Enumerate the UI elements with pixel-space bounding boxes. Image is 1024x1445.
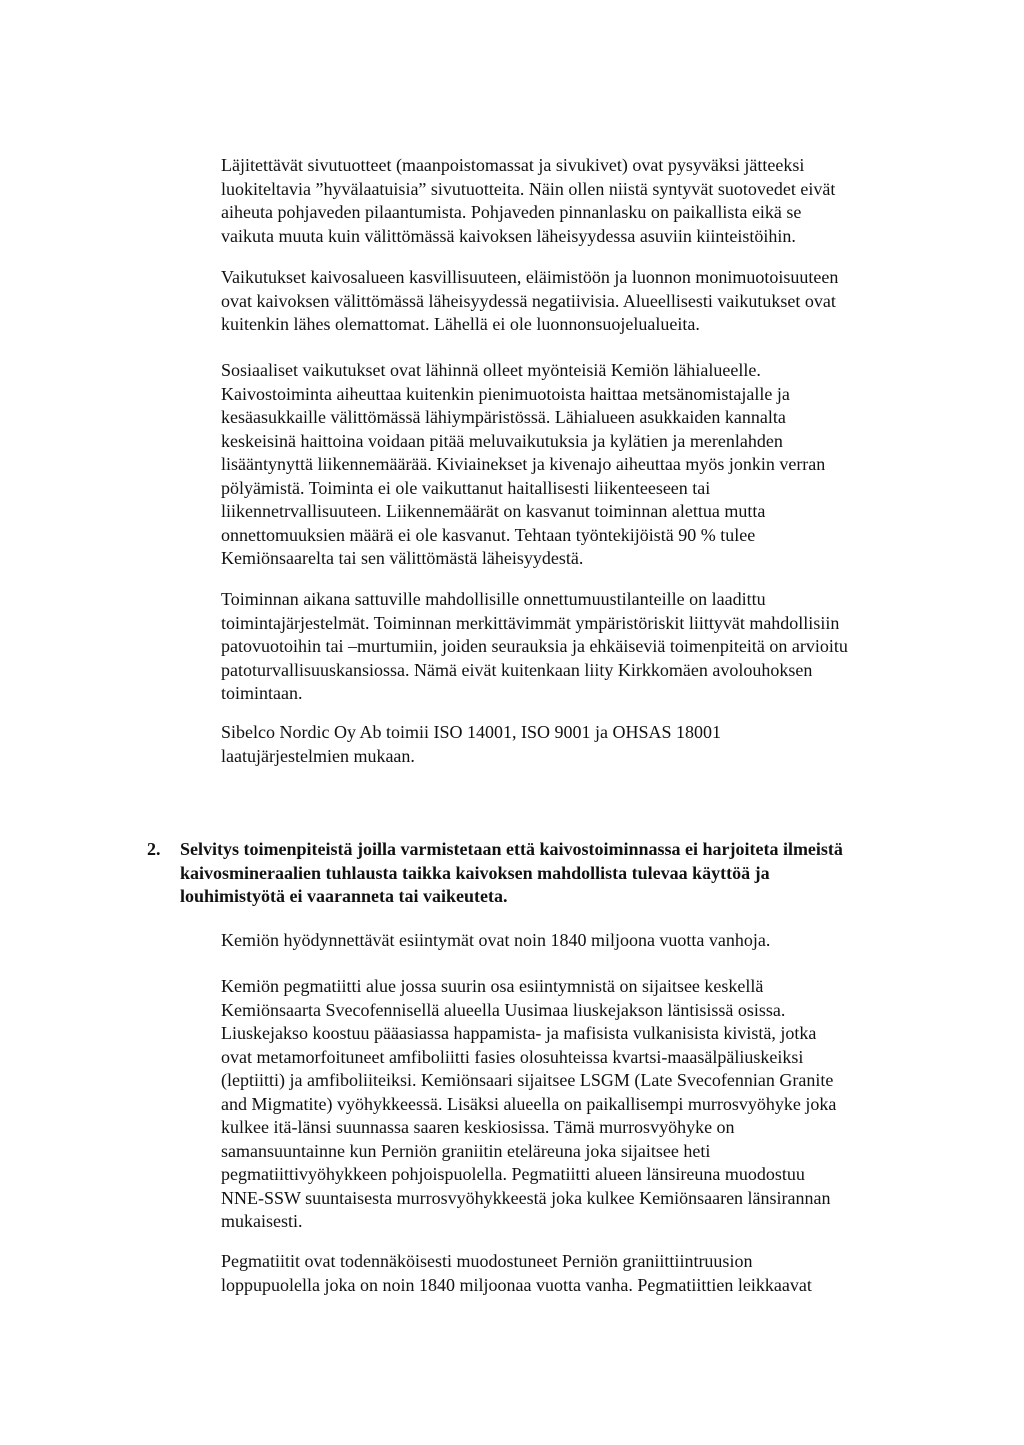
text-line: Kemiönsaarta Svecofennisellä alueella Uusimaa liuskejakson läntisissä osissa. [221, 999, 786, 1020]
section-title-line: kaivosmineraalien tuhlausta taikka kaivoksen mahdollista tulevaa käyttöä ja [180, 862, 770, 883]
text-line: patovuotoihin tai –murtumiin, joiden seurauksia ja ehkäiseviä toimenpiteitä on arvioitu [221, 636, 848, 656]
text-line: vaikuta muuta kuin välittömässä kaivoksen läheisyydessa asuviin kiinteistöihin. [221, 225, 796, 246]
paragraph-geology [221, 975, 921, 1234]
text-line: samansuuntainne kun Perniön graniitin eteläreuna joka sijaitsee heti [221, 1140, 711, 1161]
text-line: Pegmatiitit ovat todennäköisesti muodostuneet Perniön graniittiintruusion [221, 1251, 753, 1271]
text-line: kulkee itä-länsi suunnassa saaren keskiosissa. Tämä murrosvyöhyke on [221, 1117, 735, 1137]
text-line: Läjitettävät sivutuotteet (maanpoistomassat ja sivukivet) ovat pysyväksi jätteeksi [221, 155, 805, 175]
text-line: aiheuta pohjaveden pilaantumista. Pohjaveden pinnanlasku on paikallista eikä se [221, 202, 802, 222]
text-line: patoturvallisuuskansiossa. Nämä eivät kuitenkaan liity Kirkkomäen avolouhoksen [221, 659, 813, 680]
text-line: loppupuolella joka on noin 1840 miljoonaa vuotta vanha. Pegmatiittien leikkaavat [221, 1274, 812, 1295]
text-line: onnettomuuksien määrä ei ole kasvanut. Tehtaan työntekijöistä 90 % tulee [221, 524, 756, 545]
text-line: Kemiönsaarelta tai sen välittömästä läheisyydestä. [221, 548, 584, 568]
text-line: toimintaan. [221, 683, 303, 703]
section-title [180, 838, 843, 909]
text-line: Kemiön hyödynnettävät esiintymät ovat noin 1840 miljoona vuotta vanhoja. [221, 930, 771, 950]
text-line: Sosiaaliset vaikutukset ovat lähinnä olleet myönteisiä Kemiön lähialueelle. [221, 360, 761, 380]
text-line: toimintajärjestelmät. Toiminnan merkittävimmät ympäristöriskit liittyvät mahdollisiin [221, 612, 840, 633]
paragraph-accident-preparedness [221, 588, 921, 706]
text-line: mukaisesti. [221, 1211, 303, 1231]
text-line: Liuskejakso koostuu pääasiassa happamista- ja mafisista vulkanisista kivistä, jotka [221, 1023, 817, 1043]
text-line: luokiteltavia ”hyvälaatuisia” sivutuotteita. Näin ollen niistä syntyvät suotovedet eivät [221, 178, 836, 199]
text-line: Sibelco Nordic Oy Ab toimii ISO 14001, ISO 9001 ja OHSAS 18001 [221, 722, 722, 742]
text-line: NNE-SSW suuntaisesta murrosvyöhykkeestä joka kulkee Kemiönsaaren länsirannan [221, 1187, 831, 1208]
paragraph-pegmatite-origin [221, 1250, 921, 1297]
text-line: Kaivostoiminta aiheuttaa kuitenkin pienimuotoista haittaa metsänomistajalle ja [221, 383, 790, 404]
text-line: (leptiitti) ja amfiboliiteiksi. Kemiönsaari sijaitsee LSGM (Late Svecofennian Granite [221, 1070, 834, 1090]
section-title-line: louhimistyötä ei vaaranneta tai vaikeuteta. [180, 886, 508, 906]
text-line: pegmatiittivyöhykkeen pohjoispuolella. Pegmatiitti alueen länsireuna muodostuu [221, 1164, 805, 1184]
text-line: Toiminnan aikana sattuville mahdollisille onnettumuustilanteille on laadittu [221, 589, 766, 609]
paragraph-deposit-age [221, 929, 921, 953]
text-line: kuitenkin lähes olemattomat. Lähellä ei ole luonnonsuojelualueita. [221, 314, 700, 334]
text-line: ovat kaivoksen välittömässä läheisyydessä negatiivisia. Alueellisesti vaikutukset ovat [221, 290, 836, 311]
paragraph-waste-byproducts [221, 154, 921, 248]
paragraph-quality-systems [221, 721, 921, 768]
text-line: ovat metamorfoituneet amfiboliitti fasies olosuhteissa kvartsi-maasälpäliuskeiksi [221, 1046, 804, 1067]
text-line: Vaikutukset kaivosalueen kasvillisuuteen, eläimistöön ja luonnon monimuotoisuuteen [221, 267, 839, 287]
text-line: keskeisinä haittoina voidaan pitää meluvaikutuksia ja kylätien ja merenlahden [221, 430, 783, 451]
text-line: laatujärjestelmien mukaan. [221, 745, 415, 766]
text-line: Kemiön pegmatiitti alue jossa suurin osa esiintymnistä on sijaitsee keskellä [221, 976, 764, 996]
text-line: pölyämistä. Toiminta ei ole vaikuttanut haitallisesti liikenteeseen tai [221, 477, 711, 498]
paragraph-social-impacts [221, 359, 921, 571]
section-number: 2. [147, 839, 161, 859]
text-line: liikennetrvallisuuteen. Liikennemäärät on kasvanut toiminnan alettua mutta [221, 501, 766, 521]
paragraph-nature-impacts [221, 266, 921, 337]
section-title-line: Selvitys toimenpiteistä joilla varmistetaan että kaivostoiminnassa ei harjoiteta ilmeistä [180, 839, 843, 859]
text-line: lisääntynyttä liikennemäärää. Kiviainekset ja kivenajo aiheuttaa myös jonkin verran [221, 454, 826, 474]
text-line: and Migmatite) vyöhykkeessä. Lisäksi alueella on paikallisempi murrosvyöhyke joka [221, 1093, 837, 1114]
text-line: kesäasukkaille välittömässä lähiympäristössä. Lähialueen asukkaiden kannalta [221, 407, 786, 427]
